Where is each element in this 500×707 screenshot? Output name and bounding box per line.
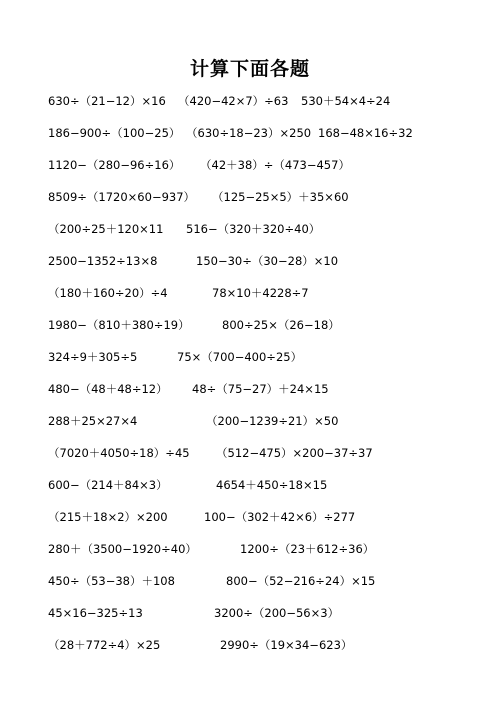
expression-r1-c3: 530＋54×4÷24 xyxy=(301,94,391,108)
expression-r15-c1: 280＋（3500−1920÷40） xyxy=(48,542,197,556)
expression-r1-c1: 630÷（21−12）×16 xyxy=(48,94,166,108)
expression-r7-c1: （180＋160÷20）÷4 xyxy=(48,286,168,300)
expression-r12-c2: （512−475）×200−37÷37 xyxy=(216,446,373,460)
expression-r11-c1: 288＋25×27×4 xyxy=(48,414,138,428)
expression-r9-c1: 324÷9＋305÷5 xyxy=(48,350,138,364)
expression-r2-c3: 168−48×16÷32 xyxy=(318,126,413,140)
expression-r5-c1: （200÷25＋120×11 xyxy=(48,222,164,236)
expression-r13-c2: 4654＋450÷18×15 xyxy=(216,478,328,492)
expression-r7-c2: 78×10＋4228÷7 xyxy=(212,286,309,300)
expression-r2-c2: （630÷18−23）×250 xyxy=(186,126,312,140)
expression-r12-c1: （7020＋4050÷18）÷45 xyxy=(48,446,190,460)
expression-r15-c2: 1200÷（23＋612÷36） xyxy=(240,542,375,556)
expression-r17-c1: 45×16−325÷13 xyxy=(48,606,143,620)
expression-r18-c1: （28＋772÷4）×25 xyxy=(48,638,161,652)
expression-r6-c2: 150−30÷（30−28）×10 xyxy=(196,254,339,268)
expression-r14-c2: 100−（302＋42×6）÷277 xyxy=(204,510,356,524)
expression-r10-c2: 48÷（75−27）＋24×15 xyxy=(192,382,329,396)
expression-r14-c1: （215＋18×2）×200 xyxy=(48,510,168,524)
expression-r11-c2: （200−1239÷21）×50 xyxy=(206,414,339,428)
expression-r17-c2: 3200÷（200−56×3） xyxy=(214,606,340,620)
expression-r4-c2: （125−25×5）＋35×60 xyxy=(212,190,349,204)
expression-r1-c2: （420−42×7）÷63 xyxy=(178,94,289,108)
expression-r9-c2: 75×（700−400÷25） xyxy=(177,350,303,364)
expression-r6-c1: 2500−1352÷13×8 xyxy=(48,254,158,268)
expression-r5-c2: 516−（320＋320÷40） xyxy=(186,222,321,236)
expression-r16-c1: 450÷（53−38）＋108 xyxy=(48,574,175,588)
expression-r16-c2: 800−（52−216÷24）×15 xyxy=(226,574,376,588)
expression-r4-c1: 8509÷（1720×60−937） xyxy=(48,190,196,204)
expression-r10-c1: 480−（48＋48÷12） xyxy=(48,382,168,396)
expression-r3-c1: 1120−（280−96÷16） xyxy=(48,158,181,172)
expression-r18-c2: 2990÷（19×34−623） xyxy=(220,638,353,652)
page-title: 计算下面各题 xyxy=(189,58,310,80)
expression-r13-c1: 600−（214＋84×3） xyxy=(48,478,168,492)
expression-r3-c2: （42＋38）÷（473−457） xyxy=(200,158,350,172)
expression-r8-c2: 800÷25×（26−18） xyxy=(222,318,340,332)
expression-r2-c1: 186−900÷（100−25） xyxy=(48,126,181,140)
expression-r8-c1: 1980−（810＋380÷19） xyxy=(48,318,190,332)
